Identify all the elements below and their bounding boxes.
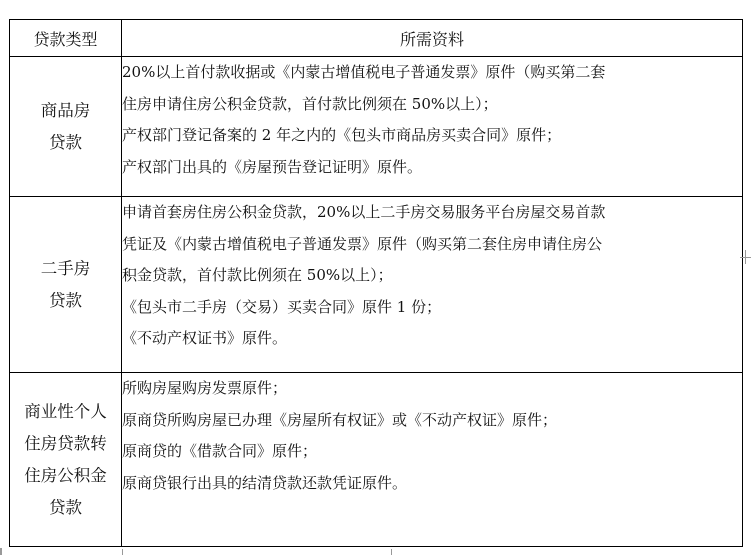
loan-type-cell [10, 373, 122, 547]
page-edge-marker [391, 549, 392, 555]
required-documents-cell [122, 373, 743, 547]
loan-documents-table [9, 19, 743, 547]
table-row [10, 57, 743, 197]
loan-type-line: 二手房 [40, 258, 91, 278]
loan-type-line: 住房贷款转 [24, 433, 107, 453]
requirement-line: 原商贷的《借款合同》原件； [122, 442, 318, 460]
loan-type-line: 贷款 [49, 290, 82, 310]
requirement-line: 产权部门出具的《房屋预告登记证明》原件。 [122, 157, 423, 176]
table-header-row [10, 20, 743, 57]
table-resize-marker [740, 257, 751, 258]
required-documents-cell [122, 197, 743, 373]
requirement-line: 原商贷所购房屋已办理《房屋所有权证》或《不动产权证》原件； [122, 410, 558, 429]
requirement-line: 《包头市二手房（交易）买卖合同》原件 1 份； [122, 297, 442, 316]
requirement-line: 《不动产权证书》原件。 [122, 329, 288, 347]
requirement-line: 20%以上首付款收据或《内蒙古增值税电子普通发票》原件（购买第二套 [122, 63, 606, 81]
required-documents-cell [122, 57, 743, 197]
requirement-line: 住房申请住房公积金贷款，首付款比例须在 50%以上）； [122, 94, 498, 113]
loan-type-line: 商品房 [40, 100, 91, 120]
loan-type-cell [10, 57, 122, 197]
loan-type-cell [10, 197, 122, 373]
header-loan-type: 贷款类型 [10, 20, 122, 57]
header-required-documents: 所需资料 [122, 20, 743, 57]
loan-type-line: 贷款 [49, 132, 82, 152]
requirement-line: 产权部门登记备案的 2 年之内的《包头市商品房买卖合同》原件； [122, 126, 562, 144]
requirement-line: 凭证及《内蒙古增值税电子普通发票》原件（购买第二套住房申请住房公 [122, 234, 603, 253]
loan-type-line: 商业性个人 [24, 401, 107, 421]
page-edge-marker [122, 549, 123, 555]
table-row [10, 373, 743, 547]
loan-type-line: 贷款 [49, 497, 82, 517]
loan-type-line: 住房公积金 [24, 465, 107, 485]
page-edge-marker [0, 548, 2, 555]
requirement-line: 申请首套房住房公积金贷款，20%以上二手房交易服务平台房屋交易首款 [122, 203, 606, 221]
requirement-line: 原商贷银行出具的结清贷款还款凭证原件。 [122, 473, 408, 492]
table-row [10, 197, 743, 373]
requirement-line: 积金贷款，首付款比例须在 50%以上）； [122, 266, 393, 284]
requirement-line: 所购房屋购房发票原件； [122, 379, 288, 397]
